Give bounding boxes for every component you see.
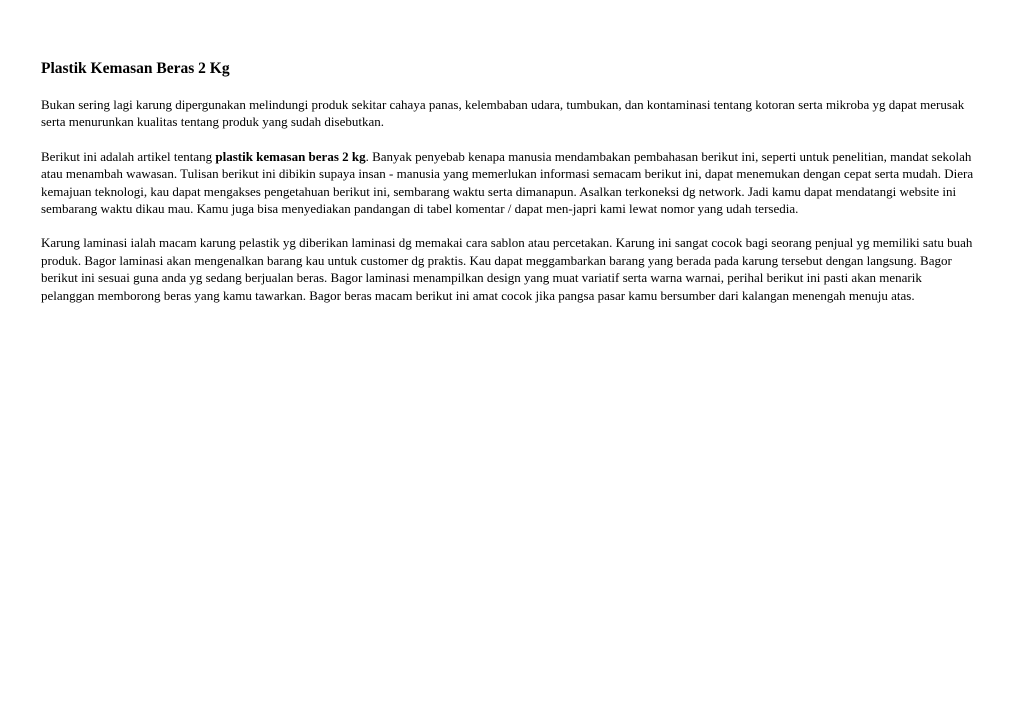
document-page [41,58,976,304]
paragraph-laminated-sack: Karung laminasi ialah macam karung pelastik yg diberikan laminasi dg memakai cara sablon atau percetakan. Karung ini sangat cocok bagi seorang penjual yg memiliki satu buah produk. Bagor laminasi akan mengenalkan barang kau untuk customer dg praktis. Kau dapat meggambarkan barang yang berada pada karung tersebut dengan langsung. Bagor berikut ini sesuai guna anda yg sedang berjualan beras. Bagor laminasi menampilkan design yang muat variatif serta warna warnai, perihal berikut ini pasti akan menarik pelanggan memborong beras yang kamu tawarkan. Bagor beras macam berikut ini amat cocok jika pangsa pasar kamu bersumber dari kalangan menengah menuju atas. [41,235,973,303]
article-keyword: plastik kemasan beras 2 kg [215,148,366,164]
paragraph-article-info-rest: . Banyak penyebab kenapa manusia mendambakan pembahasan berikut ini, seperti untuk penelitian, mandat sekolah atau menambah wawasan. Tulisan berikut ini dibikin supaya insan - manusia yang memerlukan informasi semacam berikut ini, dapat menemukan dengan cepat serta mudah. Diera kemajuan teknologi, kau dapat mengakses pengetahuan berikut ini, sembarang waktu serta dimanapun. Asalkan terkoneksi dg network. Jadi kamu dapat mendatangi website ini sembarang waktu dikau mau. Kamu juga bisa menyediakan pandangan di tabel komentar / dapat men-japri kami lewat nomor yang udah tersedia. [41,148,974,217]
paragraph-article-info [41,148,976,218]
paragraph-article-info-lead: Berikut ini adalah artikel tentang [41,148,216,164]
document-title: Plastik Kemasan Beras 2 Kg [41,60,230,77]
paragraph-intro: Bukan sering lagi karung dipergunakan melindungi produk sekitar cahaya panas, kelembaban udara, tumbukan, dan kontaminasi tentang kotoran serta mikroba yg dapat merusak serta menurunkan kualitas tentang produk yang sudah disebutkan. [41,97,965,130]
